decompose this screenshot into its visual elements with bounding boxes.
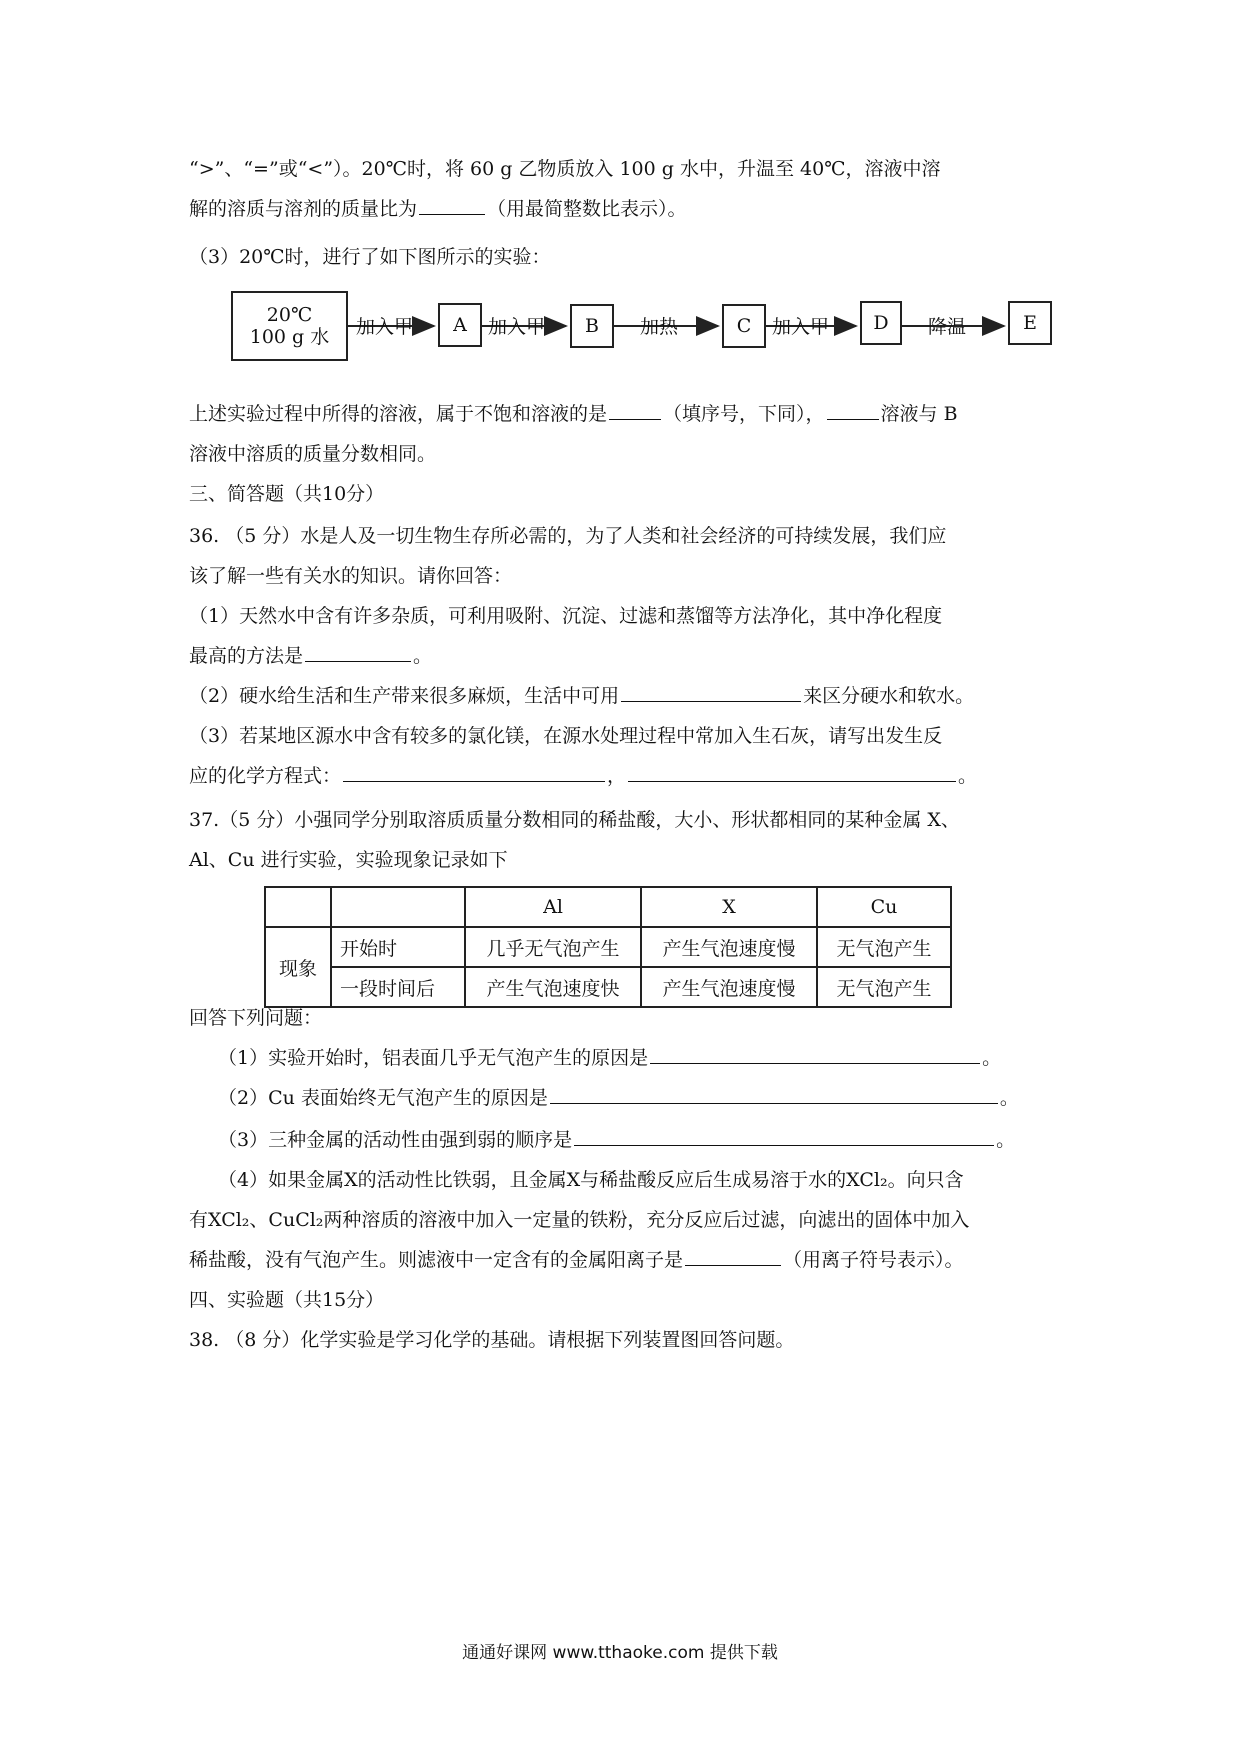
- text-fragment: （1）实验开始时，铝表面几乎无气泡产生的原因是: [218, 1047, 649, 1069]
- step-label: 加热: [640, 316, 679, 338]
- text-fragment: 解的溶质与溶剂的质量比为: [189, 198, 418, 220]
- table-cell: 产生气泡速度快: [465, 967, 641, 1007]
- text-fragment: 溶液与 B: [880, 403, 958, 425]
- table-row: [265, 967, 951, 1007]
- text-line: [189, 682, 974, 710]
- node-a: A: [438, 303, 482, 347]
- text-fragment: 。: [982, 1047, 1002, 1069]
- text-fragment: 。: [996, 1129, 1016, 1151]
- text-line: [218, 1126, 1015, 1154]
- text-fragment: 最高的方法是: [189, 645, 304, 667]
- table-cell: [331, 887, 465, 927]
- text-fragment: （用最简整数比表示）。: [487, 198, 687, 220]
- start-temp: 20℃: [266, 304, 313, 326]
- text-line: [189, 195, 687, 223]
- text-line: 有XCl₂、CuCl₂两种溶质的溶液中加入一定量的铁粉，充分反应后过滤，向滤出的固体中加入: [189, 1209, 970, 1231]
- text-fragment: （2）硬水给生活和生产带来很多麻烦，生活中可用: [189, 685, 620, 707]
- text-line: （3）20℃时，进行了如下图所示的实验：: [189, 246, 551, 268]
- text-line: 该了解一些有关水的知识。请你回答：: [189, 565, 513, 587]
- text-fragment: 稀盐酸，没有气泡产生。则滤液中一定含有的金属阳离子是: [189, 1249, 684, 1271]
- text-fragment: 应的化学方程式：: [189, 765, 342, 787]
- answer-blank[interactable]: [305, 643, 411, 662]
- question-38: 38. （8 分）化学实验是学习化学的基础。请根据下列装置图回答问题。: [189, 1329, 795, 1351]
- footer-watermark: 通通好课网 www.tthaoke.com 提供下载: [462, 1643, 778, 1663]
- text-fragment: （填序号，下同），: [663, 403, 825, 425]
- node-d: D: [860, 301, 902, 345]
- table-header-cu: Cu: [817, 887, 951, 927]
- text-fragment: （用离子符号表示）。: [783, 1249, 964, 1271]
- text-line: （3）若某地区源水中含有较多的氯化镁，在源水处理过程中常加入生石灰，请写出发生反: [189, 725, 943, 747]
- table-cell: 无气泡产生: [817, 927, 951, 967]
- step-label: 加入甲: [356, 316, 414, 338]
- section-heading: 三、简答题（共10分）: [189, 483, 385, 505]
- text-line: [218, 1084, 1019, 1112]
- step-label: 降温: [928, 316, 967, 338]
- question-37: 37.（5 分）小强同学分别取溶质质量分数相同的稀盐酸，大小、形状都相同的某种金属 X、: [189, 809, 960, 831]
- text-line: [189, 642, 432, 670]
- node-b: B: [570, 304, 614, 348]
- table-header-al: Al: [465, 887, 641, 927]
- answer-blank[interactable]: [550, 1085, 998, 1104]
- answer-blank[interactable]: [650, 1045, 980, 1064]
- table-header-row: [265, 887, 951, 927]
- text-line: Al、Cu 进行实验，实验现象记录如下: [189, 849, 508, 871]
- table-cell: 产生气泡速度慢: [641, 967, 817, 1007]
- question-36: 36. （5 分）水是人及一切生物生存所必需的，为了人类和社会经济的可持续发展，我们应: [189, 525, 947, 547]
- table-cell: 几乎无气泡产生: [465, 927, 641, 967]
- node-c: C: [722, 304, 766, 348]
- row-label: 开始时: [331, 927, 465, 967]
- section-heading: 四、实验题（共15分）: [189, 1289, 385, 1311]
- answer-blank[interactable]: [419, 196, 485, 215]
- text-fragment: （3）三种金属的活动性由强到弱的顺序是: [218, 1129, 573, 1151]
- text-line: [218, 1044, 1001, 1072]
- text-line: 溶液中溶质的质量分数相同。: [189, 443, 437, 465]
- text-line: [189, 1246, 964, 1274]
- answer-blank[interactable]: [621, 683, 801, 702]
- step-label: 加入甲: [772, 316, 830, 338]
- text-line: （1）天然水中含有许多杂质，可利用吸附、沉淀、过滤和蒸馏等方法净化，其中净化程度: [189, 605, 943, 627]
- start-condition-box: [231, 291, 348, 361]
- text-line: [189, 400, 958, 428]
- table-header-x: X: [641, 887, 817, 927]
- text-fragment: 。: [413, 645, 433, 667]
- answer-blank[interactable]: [628, 763, 956, 782]
- answer-blank[interactable]: [343, 763, 605, 782]
- text-fragment: ，: [607, 765, 627, 787]
- table-cell: 无气泡产生: [817, 967, 951, 1007]
- text-fragment: 上述实验过程中所得的溶液，属于不饱和溶液的是: [189, 403, 608, 425]
- answer-blank[interactable]: [609, 401, 661, 420]
- text-line: [189, 762, 977, 790]
- table-row: [265, 927, 951, 967]
- text-fragment: 。: [999, 1087, 1019, 1109]
- group-label: 现象: [265, 927, 331, 1007]
- start-water: 100 g 水: [249, 326, 330, 348]
- observation-table: [264, 886, 952, 1008]
- text-fragment: 。: [958, 765, 978, 787]
- row-label: 一段时间后: [331, 967, 465, 1007]
- table-cell: [265, 887, 331, 927]
- answer-blank[interactable]: [827, 401, 879, 420]
- text-fragment: （2）Cu 表面始终无气泡产生的原因是: [218, 1087, 548, 1109]
- text-line: 回答下列问题：: [189, 1007, 323, 1029]
- text-line: “>”、“=”或“<”）。20℃时，将 60 g 乙物质放入 100 g 水中，升温至 40℃，溶液中溶: [189, 158, 941, 180]
- table-cell: 产生气泡速度慢: [641, 927, 817, 967]
- text-line: （4）如果金属X的活动性比铁弱，且金属X与稀盐酸反应后生成易溶于水的XCl₂。向只含: [218, 1169, 964, 1191]
- answer-blank[interactable]: [685, 1247, 781, 1266]
- step-label: 加入甲: [488, 316, 546, 338]
- answer-blank[interactable]: [574, 1127, 994, 1146]
- text-fragment: 来区分硬水和软水。: [803, 685, 975, 707]
- node-e: E: [1008, 301, 1052, 345]
